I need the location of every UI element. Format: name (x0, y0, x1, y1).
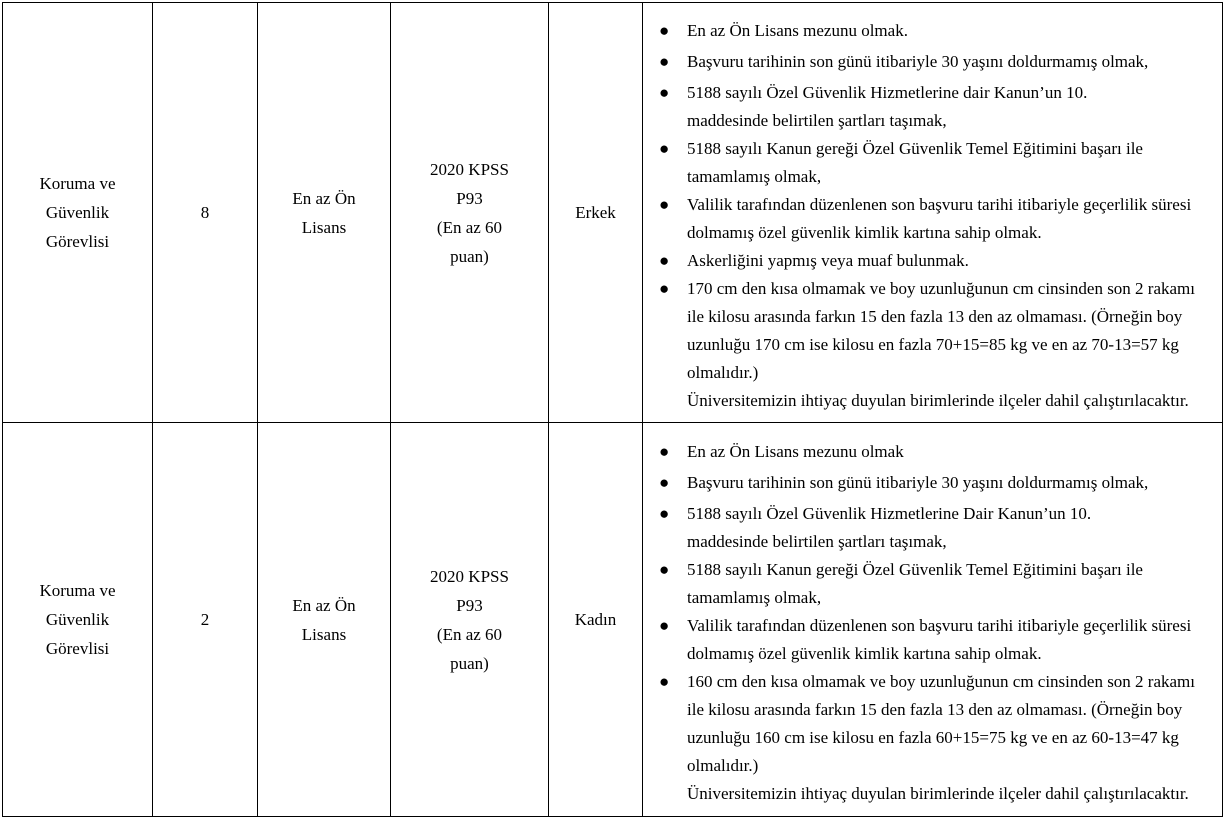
requirement-item: ● 160 cm den kısa olmamak ve boy uzunluğunun cm cinsinden son 2 rakamı ile kilosu arasında farkın 15 den fazla 13 den az olmaması. (Örneğin boy uzunluğu 160 cm ise kilosu en fazla 60+15=75 kg ve en az 60-13=47 kg olmalıdır.) (657, 668, 1212, 780)
requirement-item: ● 5188 sayılı Kanun gereği Özel Güvenlik Temel Eğitimini başarı ile tamamlamış olmak, (657, 556, 1212, 612)
requirement-item: ● 170 cm den kısa olmamak ve boy uzunluğunun cm cinsinden son 2 rakamı ile kilosu arasında farkın 15 den fazla 13 den az olmaması. (Örneğin boy uzunluğu 170 cm ise kilosu en fazla 70+15=85 kg ve en az 70-13=57 kg olmalıdır.) (657, 275, 1212, 387)
requirements-cell (643, 423, 1223, 817)
requirement-item: ● 5188 sayılı Kanun gereği Özel Güvenlik Temel Eğitimini başarı ile tamamlamış olmak, (657, 135, 1212, 191)
assignment-note: Üniversitemizin ihtiyaç duyulan birimlerinde ilçeler dahil çalıştırılacaktır. (687, 390, 1189, 410)
table-row-male (3, 3, 1223, 423)
bullet-icon: ● (659, 472, 670, 492)
bullet-icon: ● (659, 278, 670, 298)
education-cell: En az Ön Lisans (258, 3, 391, 423)
bullet-icon: ● (659, 20, 670, 40)
gender-cell: Erkek (549, 3, 643, 423)
bullet-icon: ● (659, 82, 670, 102)
requirements-list (643, 11, 1222, 387)
bullet-icon: ● (659, 671, 670, 691)
requirements-list (643, 432, 1222, 780)
requirements-table (2, 2, 1223, 817)
bullet-icon: ● (659, 51, 670, 71)
requirement-item: ● Başvuru tarihinin son günü itibariyle 30 yaşını doldurmamış olmak, (657, 48, 1212, 76)
bullet-icon: ● (659, 615, 670, 635)
education-cell: En az Ön Lisans (258, 423, 391, 817)
position-cell: Koruma ve Güvenlik Görevlisi (3, 423, 153, 817)
requirement-item: ● 5188 sayılı Özel Güvenlik Hizmetlerine Dair Kanun’un 10. maddesinde belirtilen şartları taşımak, (657, 500, 1212, 556)
kpss-cell: 2020 KPSS P93 (En az 60 puan) (391, 423, 549, 817)
assignment-note: Üniversitemizin ihtiyaç duyulan birimlerinde ilçeler dahil çalıştırılacaktır. (687, 783, 1189, 803)
requirement-item: ● Valilik tarafından düzenlenen son başvuru tarihi itibariyle geçerlilik süresi dolmamış özel güvenlik kimlik kartına sahip olmak. (657, 191, 1212, 247)
requirement-item: ● En az Ön Lisans mezunu olmak (657, 438, 1212, 466)
requirement-item: ● 5188 sayılı Özel Güvenlik Hizmetlerine dair Kanun’un 10. maddesinde belirtilen şartları taşımak, (657, 79, 1212, 135)
bullet-icon: ● (659, 194, 670, 214)
bullet-icon: ● (659, 250, 670, 270)
bullet-icon: ● (659, 503, 670, 523)
position-cell: Koruma ve Güvenlik Görevlisi (3, 3, 153, 423)
table-row-female (3, 423, 1223, 817)
requirement-item: ● Başvuru tarihinin son günü itibariyle 30 yaşını doldurmamış olmak, (657, 469, 1212, 497)
requirement-item: ● En az Ön Lisans mezunu olmak. (657, 17, 1212, 45)
requirement-item: ● Valilik tarafından düzenlenen son başvuru tarihi itibariyle geçerlilik süresi dolmamış özel güvenlik kimlik kartına sahip olmak. (657, 612, 1212, 668)
count-cell: 8 (153, 3, 258, 423)
gender-cell: Kadın (549, 423, 643, 817)
bullet-icon: ● (659, 559, 670, 579)
requirements-cell (643, 3, 1223, 423)
requirement-item: ● Askerliğini yapmış veya muaf bulunmak. (657, 247, 1212, 275)
bullet-icon: ● (659, 138, 670, 158)
count-cell: 2 (153, 423, 258, 817)
kpss-cell: 2020 KPSS P93 (En az 60 puan) (391, 3, 549, 423)
bullet-icon: ● (659, 441, 670, 461)
